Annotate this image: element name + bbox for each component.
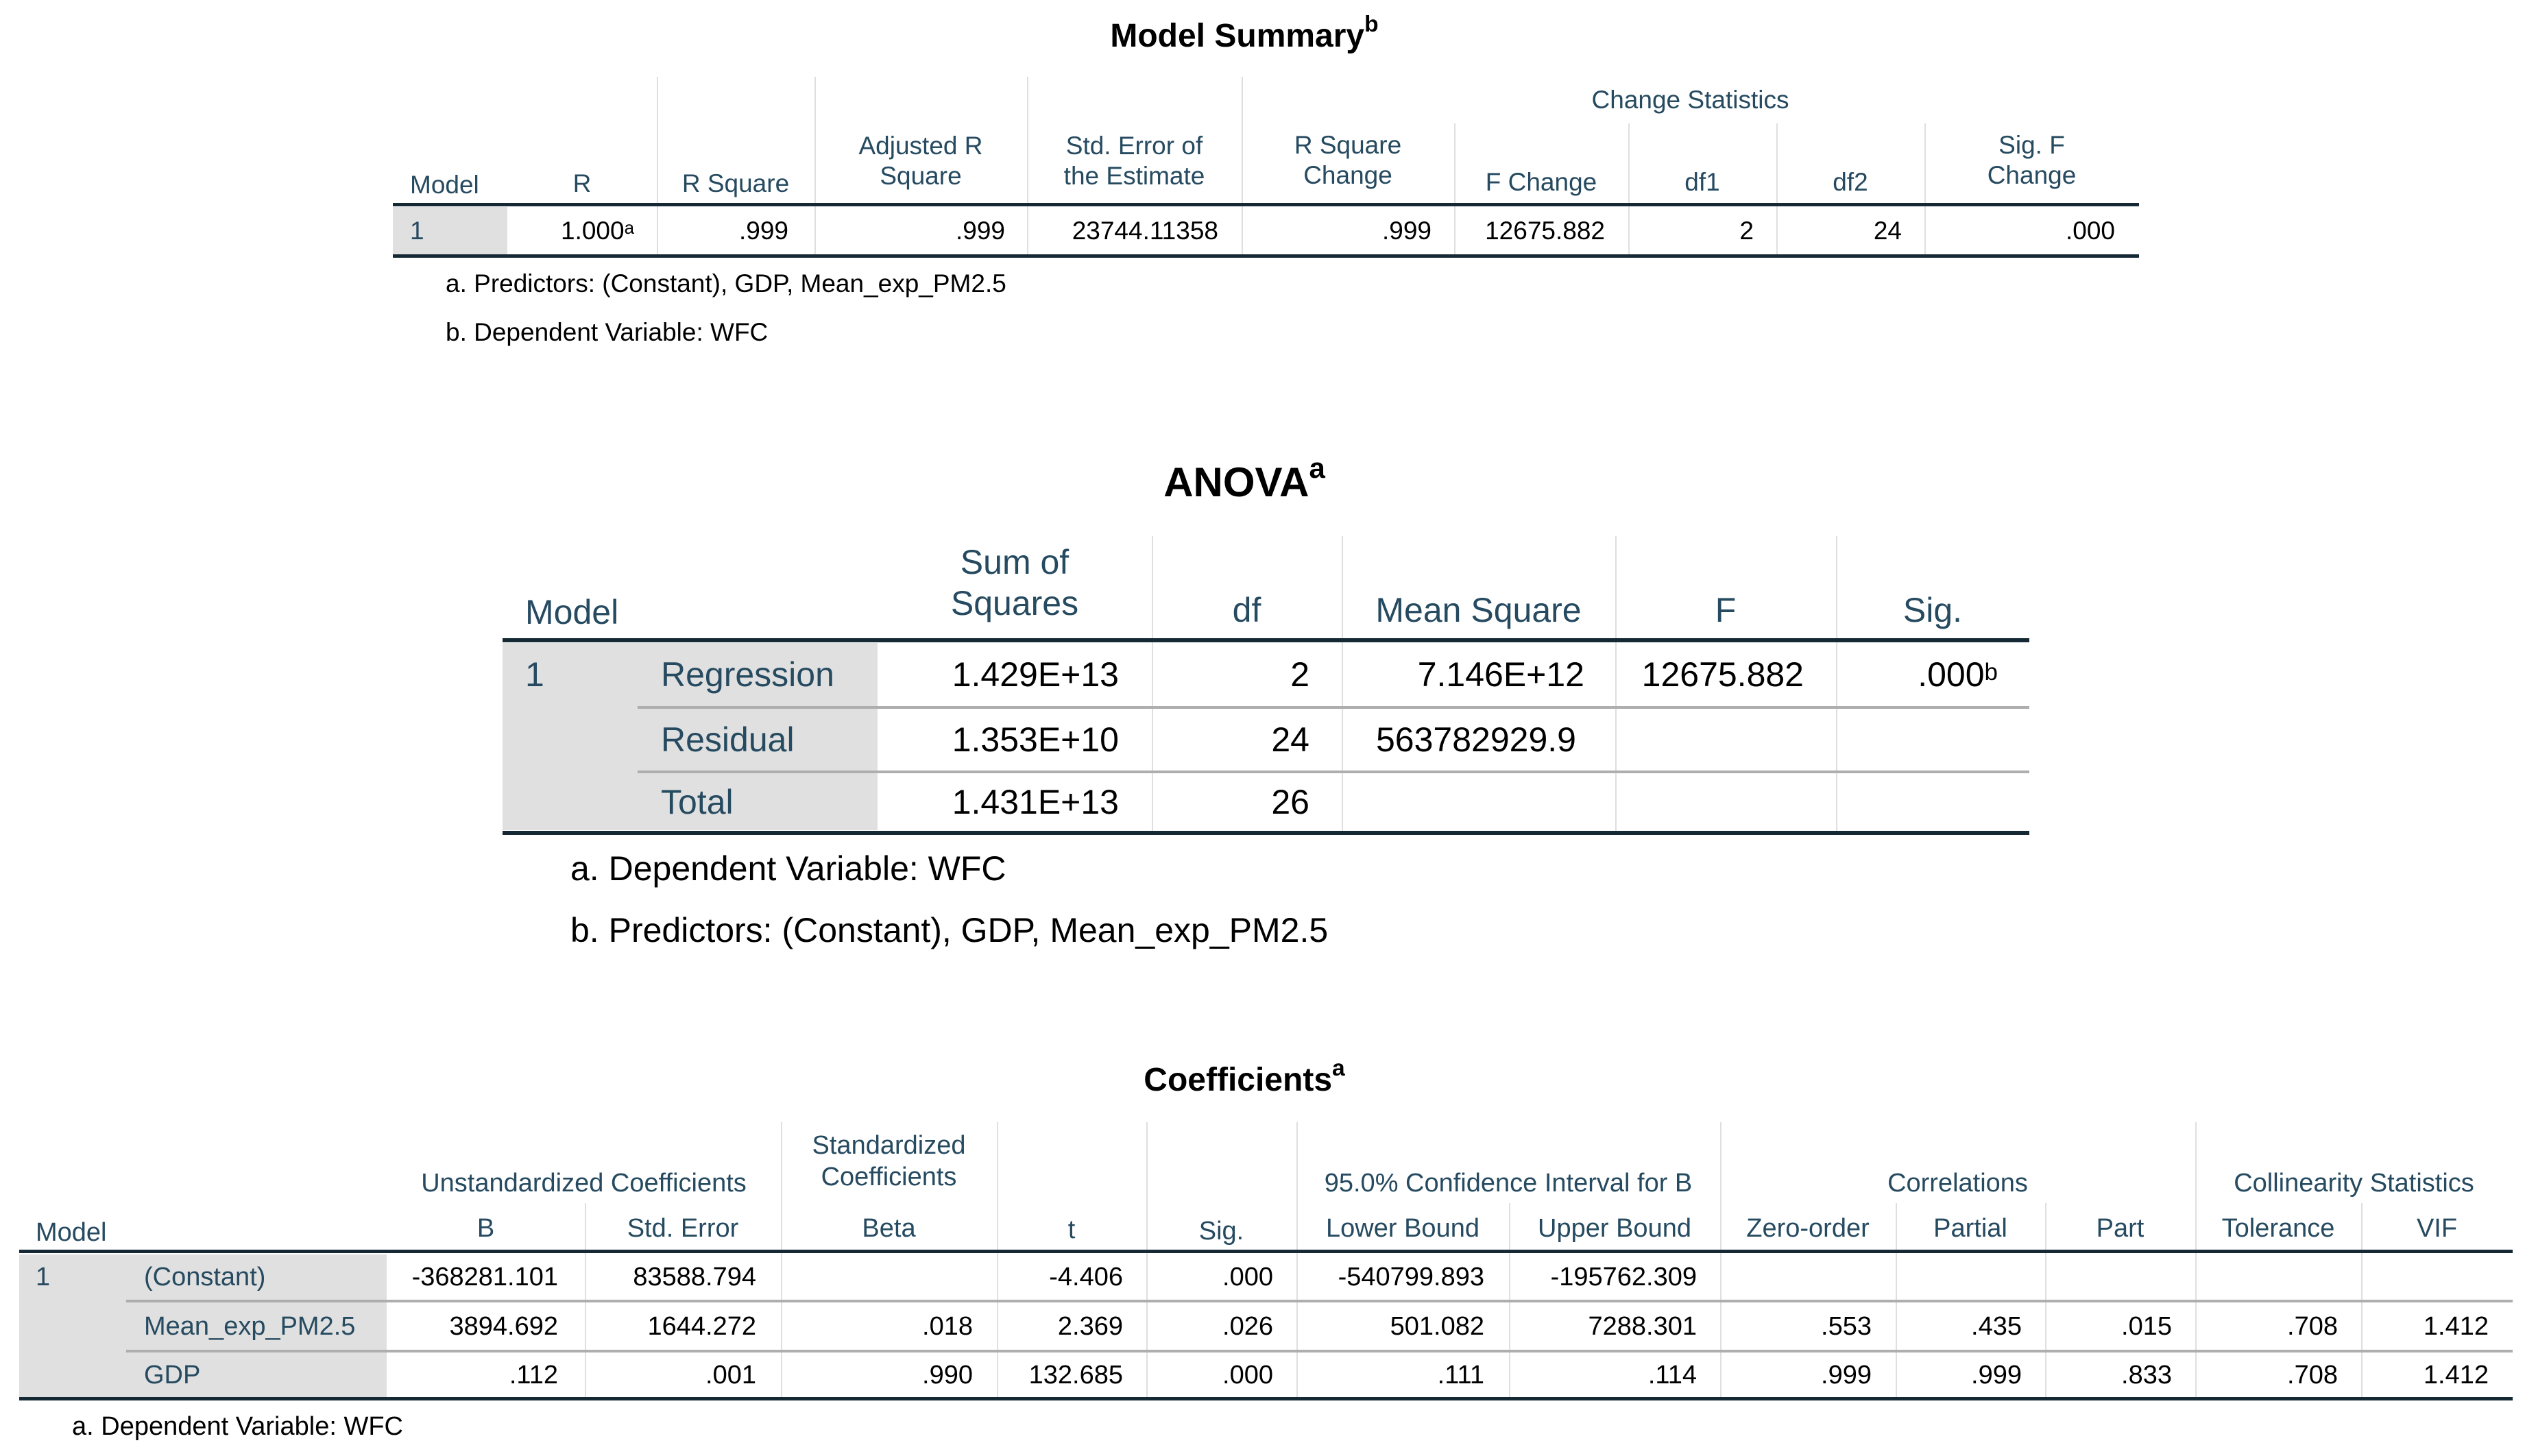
bottom-rule (503, 831, 2029, 835)
cell-upper: 7288.301 (1588, 1311, 1697, 1341)
col-header-vif: VIF (2416, 1214, 2458, 1243)
header-rule (19, 1250, 2513, 1253)
header-rule (503, 638, 2029, 642)
header-line: Sum of (960, 543, 1070, 581)
col-header-zero-order: Zero-order (1746, 1214, 1870, 1243)
cell-sig (1836, 643, 1998, 706)
cell-r (507, 207, 634, 254)
group-header-change-statistics: Change Statistics (1591, 85, 1789, 114)
cell-sum-sq: 1.353E+10 (952, 720, 1119, 759)
header-line: Squares (950, 584, 1079, 622)
footnote-b: b. Dependent Variable: WFC (446, 318, 769, 346)
col-header-t: t (1067, 1215, 1076, 1245)
col-header-std-error: Std. Error (627, 1214, 739, 1243)
cell-tolerance: .708 (2287, 1311, 2338, 1341)
row-separator (638, 771, 2029, 773)
cell-lower: 501.082 (1390, 1311, 1484, 1341)
row-separator (126, 1350, 2513, 1352)
group-header-confidence-interval: 95.0% Confidence Interval for B (1324, 1169, 1693, 1198)
bottom-rule (19, 1397, 2513, 1400)
col-header-r: R (572, 169, 592, 197)
header-line: the Estimate (1063, 162, 1205, 190)
cell-f: 12675.882 (1641, 655, 1804, 694)
cell-df: 24 (1271, 720, 1309, 759)
row-label-regression: Regression (661, 655, 834, 694)
cell-std-error: 83588.794 (633, 1262, 756, 1291)
footnote-a: a. Dependent Variable: WFC (570, 849, 1006, 888)
col-header-f-change: F Change (1485, 167, 1597, 196)
header-line: Std. Error of (1065, 131, 1203, 160)
cell-tolerance: .708 (2287, 1360, 2338, 1390)
cell-t: 132.685 (1028, 1360, 1123, 1390)
cell-vif: 1.412 (2423, 1311, 2489, 1341)
cell-beta (781, 1254, 973, 1300)
header-line: R Square (1294, 130, 1402, 159)
row-label-mean-exp-pm25: Mean_exp_PM2.5 (144, 1311, 356, 1341)
group-header-standardized (781, 1124, 997, 1200)
col-header-f: F (1715, 591, 1737, 629)
cell-lower: .111 (1437, 1360, 1484, 1390)
cell-sig-f-change: .000 (2065, 216, 2115, 245)
cell-b: .112 (509, 1360, 558, 1390)
col-header-r-square: R Square (681, 169, 790, 197)
col-header-mean-square: Mean Square (1375, 591, 1582, 629)
value: .000 (1918, 655, 1985, 694)
col-header-df2: df2 (1833, 167, 1868, 196)
header-line: Change (1303, 161, 1392, 189)
col-header-lower-bound: Lower Bound (1326, 1214, 1479, 1243)
header-line: Adjusted R (858, 131, 983, 160)
col-header-sig-f-change (1924, 123, 2139, 197)
row-label-gdp: GDP (144, 1360, 201, 1390)
row-model-1: 1 (410, 216, 424, 245)
col-header-model: Model (525, 593, 619, 631)
header-line: Change (1987, 161, 2077, 189)
group-header-unstandardized: Unstandardized Coefficients (421, 1169, 747, 1198)
cell-df1: 2 (1739, 216, 1754, 245)
cell-df: 26 (1271, 783, 1309, 821)
cell-upper: .114 (1647, 1360, 1697, 1390)
cell-mean-sq: 563782929.9 (1376, 720, 1576, 759)
cell-t: 2.369 (1057, 1311, 1123, 1341)
group-header-correlations: Correlations (1887, 1169, 2028, 1198)
cell-sum-sq: 1.429E+13 (952, 655, 1119, 694)
col-header-sig: Sig. (1198, 1217, 1244, 1246)
cell-sig: .026 (1222, 1311, 1273, 1341)
cell-b: -368281.101 (411, 1262, 558, 1291)
coef-model-1: 1 (36, 1262, 51, 1291)
header-line: Coefficients (821, 1163, 957, 1191)
value: 1.000 (561, 216, 625, 245)
row-label-residual: Residual (661, 720, 795, 759)
col-header-tolerance: Tolerance (2221, 1214, 2335, 1243)
coefficients-title-text: Coefficients (1144, 1062, 1333, 1098)
group-header-collinearity: Collinearity Statistics (2234, 1169, 2474, 1198)
footnote-marker: a (624, 219, 634, 239)
footnote-a: a. Dependent Variable: WFC (72, 1412, 403, 1441)
col-header-b: B (476, 1214, 495, 1243)
cell-partial: .435 (1971, 1311, 2022, 1341)
cell-part: .015 (2121, 1311, 2172, 1341)
row-separator (638, 706, 2029, 709)
cell-partial: .999 (1971, 1360, 2022, 1390)
footnote-marker: b (1984, 658, 1998, 685)
col-header-model: Model (410, 170, 479, 199)
cell-lower: -540799.893 (1338, 1262, 1484, 1291)
header-rule (393, 203, 2139, 206)
cell-beta: .018 (922, 1311, 973, 1341)
col-header-beta: Beta (862, 1214, 916, 1243)
cell-sum-sq: 1.431E+13 (952, 783, 1119, 821)
cell-t: -4.406 (1049, 1262, 1123, 1291)
cell-df: 2 (1290, 655, 1309, 694)
cell-std-error: 23744.11358 (1072, 216, 1218, 245)
cell-df2: 24 (1873, 216, 1902, 245)
col-header-upper-bound: Upper Bound (1538, 1214, 1691, 1243)
col-header-part: Part (2096, 1214, 2145, 1243)
title-footnote-marker: a (1332, 1055, 1345, 1081)
cell-r-square: .999 (738, 216, 788, 245)
cell-sig: .000 (1222, 1262, 1273, 1291)
row-separator (126, 1300, 2513, 1302)
cell-f-change: 12675.882 (1485, 216, 1605, 245)
col-header-sig: Sig. (1902, 591, 1963, 629)
header-line: Standardized (812, 1131, 966, 1161)
cell-b: 3894.692 (449, 1311, 558, 1341)
anova-model-1: 1 (525, 655, 544, 694)
cell-part: .833 (2121, 1360, 2172, 1390)
col-header-df1: df1 (1684, 167, 1720, 196)
anova-title-text: ANOVA (1163, 459, 1309, 505)
col-header-partial: Partial (1933, 1214, 2007, 1243)
col-header-r-square-change (1242, 123, 1454, 197)
title-footnote-marker: a (1309, 451, 1325, 484)
cell-zero-order: .999 (1821, 1360, 1872, 1390)
cell-upper: -195762.309 (1550, 1262, 1697, 1291)
footnote-b: b. Predictors: (Constant), GDP, Mean_exp_PM2.5 (570, 911, 1329, 949)
header-line: Square (880, 162, 962, 190)
model-summary-title-text: Model Summary (1110, 18, 1365, 54)
cell-vif: 1.412 (2423, 1360, 2489, 1390)
col-header-sum-of-squares (878, 535, 1152, 631)
cell-std-error: .001 (705, 1360, 756, 1390)
cell-zero-order: .553 (1821, 1311, 1872, 1341)
title-footnote-marker: b (1364, 11, 1379, 37)
anova-title (1163, 451, 1325, 506)
row-label-constant: (Constant) (144, 1262, 266, 1291)
col-header-adj-r-square (814, 123, 1027, 199)
coefficients-title (1144, 1055, 1345, 1099)
cell-adj-r-square: .999 (955, 216, 1005, 245)
header-line: Sig. F (1998, 130, 2065, 159)
footnote-a: a. Predictors: (Constant), GDP, Mean_exp_PM2.5 (446, 269, 1006, 298)
col-header-model: Model (36, 1218, 107, 1248)
row-label-total: Total (661, 783, 734, 821)
bottom-rule (393, 254, 2139, 258)
col-header-std-error (1027, 123, 1242, 199)
cell-sig: .000 (1222, 1360, 1273, 1390)
col-header-df: df (1232, 591, 1261, 629)
cell-r-square-change: .999 (1381, 216, 1431, 245)
cell-std-error: 1644.272 (647, 1311, 756, 1341)
cell-mean-sq: 7.146E+12 (1417, 655, 1584, 694)
model-summary-title (1110, 11, 1379, 55)
cell-beta: .990 (922, 1360, 973, 1390)
